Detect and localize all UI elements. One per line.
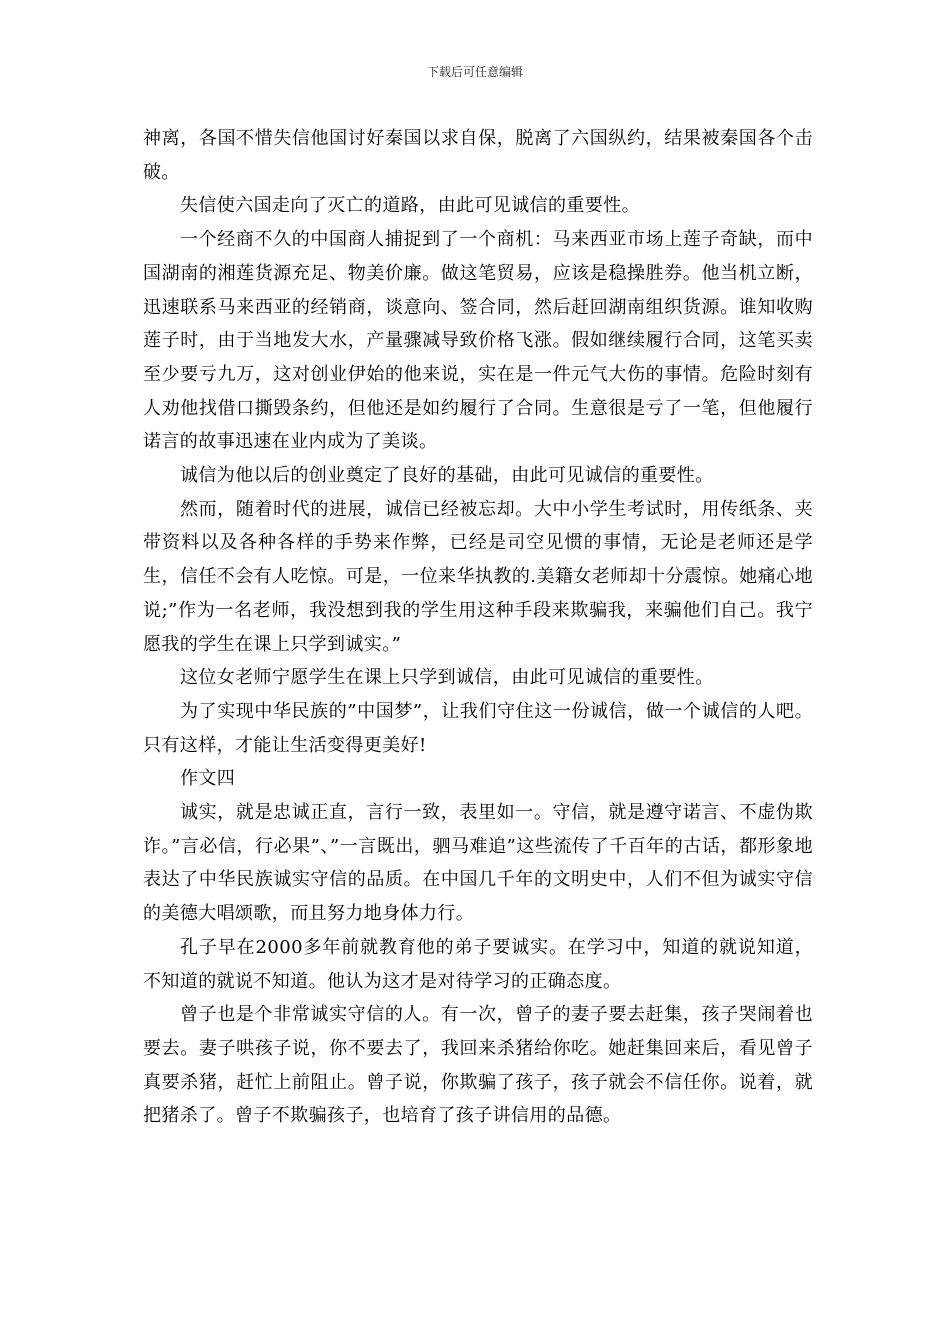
paragraph-3: 一个经商不久的中国商人捕捉到了一个商机：马来西亚市场上莲子奇缺，而中国湖南的湘莲货源充足、物美价廉。做这笔贸易，应该是稳操胜券。他当机立断，迅速联系马来西亚的经销商，谈意向、签合同，然后赶回湖南组织货源。谁知收购莲子时，由于当地发大水，产量骤减导致价格飞涨。假如继续履行合同，这笔买卖至少要亏九万，这对创业伊始的他来说，实在是一件元气大伤的事情。危险时刻有人劝他找借口撕毁条约，但他还是如约履行了合同。生意很是亏了一笔，但他履行诺言的故事迅速在业内成为了美谈。 <box>143 229 813 453</box>
document-body <box>143 122 813 1133</box>
page-header: 下载后可任意编辑 <box>426 65 523 79</box>
paragraph-2: 失信使六国走向了灭亡的道路，由此可见诚信的重要性。 <box>180 195 640 217</box>
paragraph-7: 为了实现中华民族的”中国梦”，让我们守住这一份诚信，做一个诚信的人吧。只有这样，才能让生活变得更美好! <box>143 700 813 756</box>
paragraph-5: 然而，随着时代的进展，诚信已经被忘却。大中小学生考试时，用传纸条、夹带资料以及各种各样的手势来作弊，已经是司空见惯的事情，无论是老师还是学生，信任不会有人吃惊。可是，一位来华执教的.美籍女老师却十分震惊。她痛心地说;”作为一名老师，我没想到我的学生用这种手段来欺骗我，来骗他们自己。我宁愿我的学生在课上只学到诚实。” <box>143 498 813 655</box>
section-heading: 作文四 <box>180 768 236 790</box>
paragraph-11: 曾子也是个非常诚实守信的人。有一次，曾子的妻子要去赶集，孩子哭闹着也要去。妻子哄孩子说，你不要去了，我回来杀猪给你吃。她赶集回来后，看见曾子真要杀猪，赶忙上前阻止。曾子说，你欺骗了孩子，孩子就会不信任你。说着，就把猪杀了。曾子不欺骗孩子，也培育了孩子讲信用的品德。 <box>143 1004 813 1127</box>
paragraph-4: 诚信为他以后的创业奠定了良好的基础，由此可见诚信的重要性。 <box>180 465 714 487</box>
paragraph-6: 这位女老师宁愿学生在课上只学到诚信，由此可见诚信的重要性。 <box>180 667 714 689</box>
paragraph-1: 神离，各国不惜失信他国讨好秦国以求自保，脱离了六国纵约，结果被秦国各个击破。 <box>143 128 813 183</box>
paragraph-9: 诚实，就是忠诚正直，言行一致，表里如一。守信，就是遵守诺言、不虚伪欺诈。”言必信，行必果”、”一言既出，驷马难追”这些流传了千百年的古话，都形象地表达了中华民族诚实守信的品质。在中国几千年的文明史中，人们不但为诚实守信的美德大唱颂歌，而且努力地身体力行。 <box>143 802 813 925</box>
paragraph-10: 孔子早在2000多年前就教育他的弟子要诚实。在学习中，知道的就说知道，不知道的就说不知道。他认为这才是对待学习的正确态度。 <box>143 936 813 992</box>
